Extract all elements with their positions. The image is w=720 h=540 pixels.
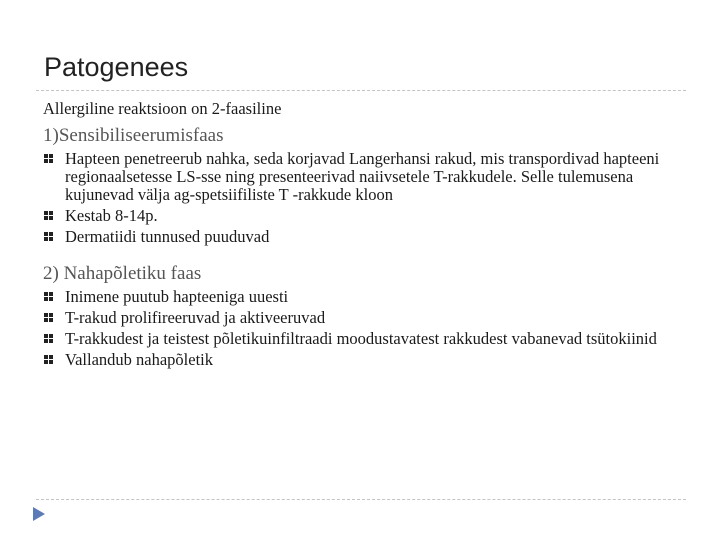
bullet-text: T-rakud prolifireeruvad ja aktiveeruvad (65, 308, 326, 327)
list-item (43, 150, 693, 204)
list-item (43, 351, 693, 369)
slide-title: Patogenees (44, 52, 189, 82)
slide-content (43, 99, 693, 372)
square-bullet-icon (44, 292, 53, 301)
square-bullet-icon (44, 154, 53, 163)
phase2-heading: 2) Nahapõletiku faas (43, 263, 202, 284)
bullet-text: Kestab 8-14p. (65, 206, 158, 225)
bullet-text: Dermatiidi tunnused puuduvad (65, 227, 270, 246)
bullet-text: T-rakkudest ja teistest põletikuinfiltraadi moodustavatest rakkudest vabanevad tsütokiinid (65, 329, 657, 348)
title-divider (36, 90, 686, 91)
phase2-bullet-list (43, 288, 693, 369)
square-bullet-icon (44, 334, 53, 343)
next-arrow-icon[interactable] (32, 506, 46, 522)
square-bullet-icon (44, 355, 53, 364)
square-bullet-icon (44, 232, 53, 241)
list-item (43, 228, 693, 246)
intro-text: Allergiline reaktsioon on 2-faasiline (43, 99, 282, 118)
bullet-text: Hapteen penetreerub nahka, seda korjavad Langerhansi rakud, mis transpordivad hapteeni regionaalsetesse LS-sse ning presenteerivad naiivsetele T-rakkudele. Selle tulemusena kujunevad välja ag-spetsiifiliste T -rakkude kloon (65, 149, 660, 204)
list-item (43, 309, 693, 327)
square-bullet-icon (44, 211, 53, 220)
footer-divider (36, 499, 686, 500)
bullet-text: Vallandub nahapõletik (65, 350, 214, 369)
phase1-bullet-list (43, 150, 693, 246)
phase1-heading: 1)Sensibiliseerumisfaas (43, 125, 224, 146)
list-item (43, 288, 693, 306)
square-bullet-icon (44, 313, 53, 322)
list-item (43, 330, 693, 348)
bullet-text: Inimene puutub hapteeniga uuesti (65, 287, 289, 306)
list-item (43, 207, 693, 225)
